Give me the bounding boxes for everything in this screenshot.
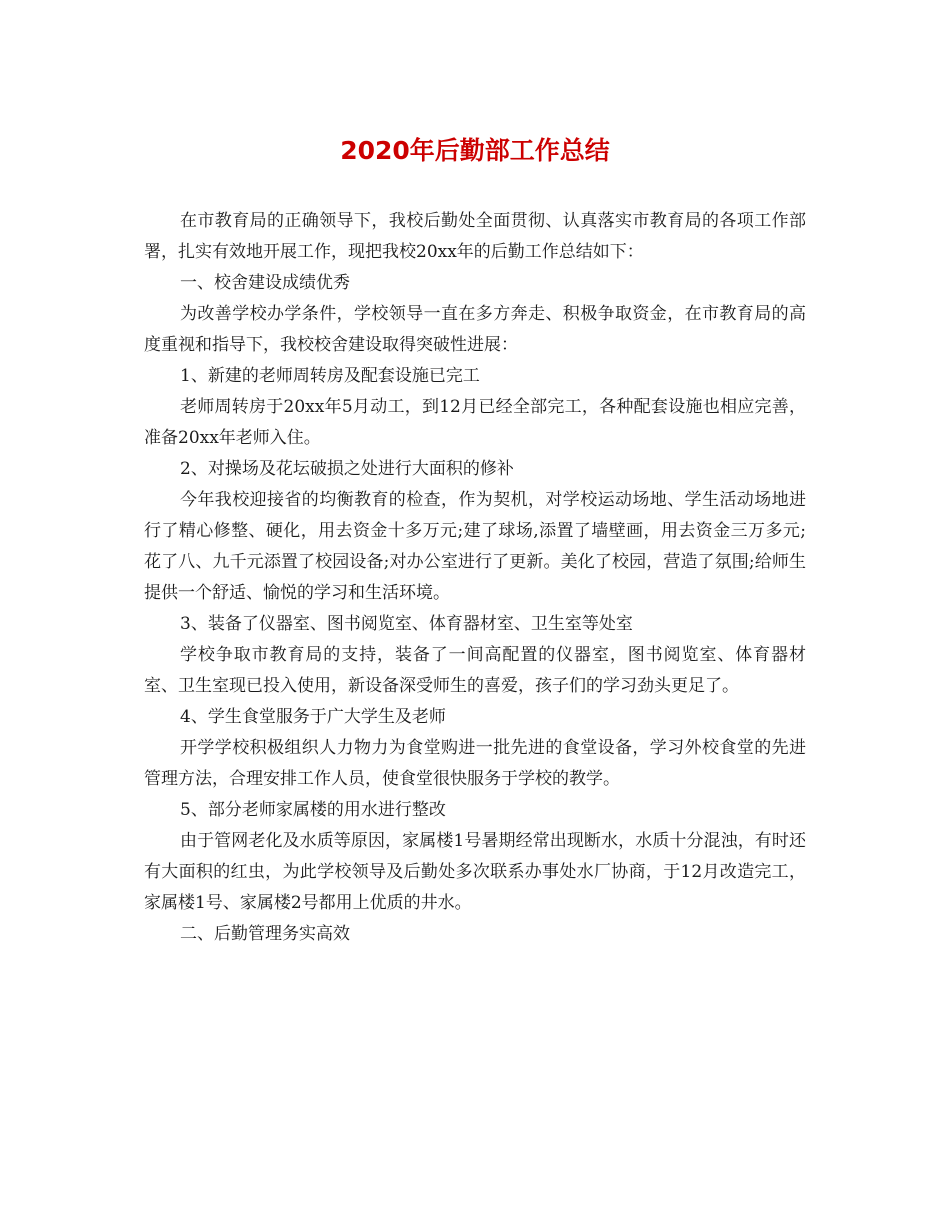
- document-title: 2020年后勤部工作总结: [340, 136, 610, 165]
- body-paragraph: 开学学校积极组织人力物力为食堂购进一批先进的食堂设备，学习外校食堂的先进管理方法，合理安排工作人员，使食堂很快服务于学校的教学。: [144, 738, 806, 789]
- subheading-3: 3、装备了仪器室、图书阅览室、体育器材室、卫生室等处室: [180, 614, 633, 634]
- section-heading-2: 二、后勤管理务实高效: [180, 924, 350, 944]
- body-paragraph: 今年我校迎接省的均衡教育的检查，作为契机，对学校运动场地、学生活动场地进行了精心修整、硬化，用去资金十多万元;建了球场,添置了墙壁画，用去资金三万多元;花了八、九千元添置了校园设备;对办公室进行了更新。美化了校园，营造了氛围;给师生提供一个舒适、愉悦的学习和生活环境。: [144, 490, 806, 603]
- subheading-4: 4、学生食堂服务于广大学生及老师: [180, 707, 446, 727]
- subheading-5: 5、部分老师家属楼的用水进行整改: [180, 800, 446, 820]
- body-paragraph: 学校争取市教育局的支持，装备了一间高配置的仪器室，图书阅览室、体育器材室、卫生室现已投入使用，新设备深受师生的喜爱，孩子们的学习劲头更足了。: [144, 645, 806, 696]
- intro-paragraph: 在市教育局的正确领导下，我校后勤处全面贯彻、认真落实市教育局的各项工作部署，扎实有效地开展工作，现把我校20xx年的后勤工作总结如下：: [144, 211, 806, 262]
- body-paragraph: 由于管网老化及水质等原因，家属楼1号暑期经常出现断水，水质十分混浊，有时还有大面积的红虫，为此学校领导及后勤处多次联系办事处水厂协商，于12月改造完工，家属楼1号、家属楼2号都用上优质的井水。: [144, 831, 806, 913]
- body-paragraph: 为改善学校办学条件，学校领导一直在多方奔走、积极争取资金，在市教育局的高度重视和指导下，我校校舍建设取得突破性进展：: [144, 304, 806, 355]
- subheading-2: 2、对操场及花坛破损之处进行大面积的修补: [180, 459, 514, 479]
- subheading-1: 1、新建的老师周转房及配套设施已完工: [180, 366, 480, 386]
- document-body: [144, 206, 806, 950]
- section-heading-1: 一、校舍建设成绩优秀: [180, 273, 350, 293]
- body-paragraph: 老师周转房于20xx年5月动工，到12月已经全部完工，各种配套设施也相应完善，准备20xx年老师入住。: [144, 397, 806, 448]
